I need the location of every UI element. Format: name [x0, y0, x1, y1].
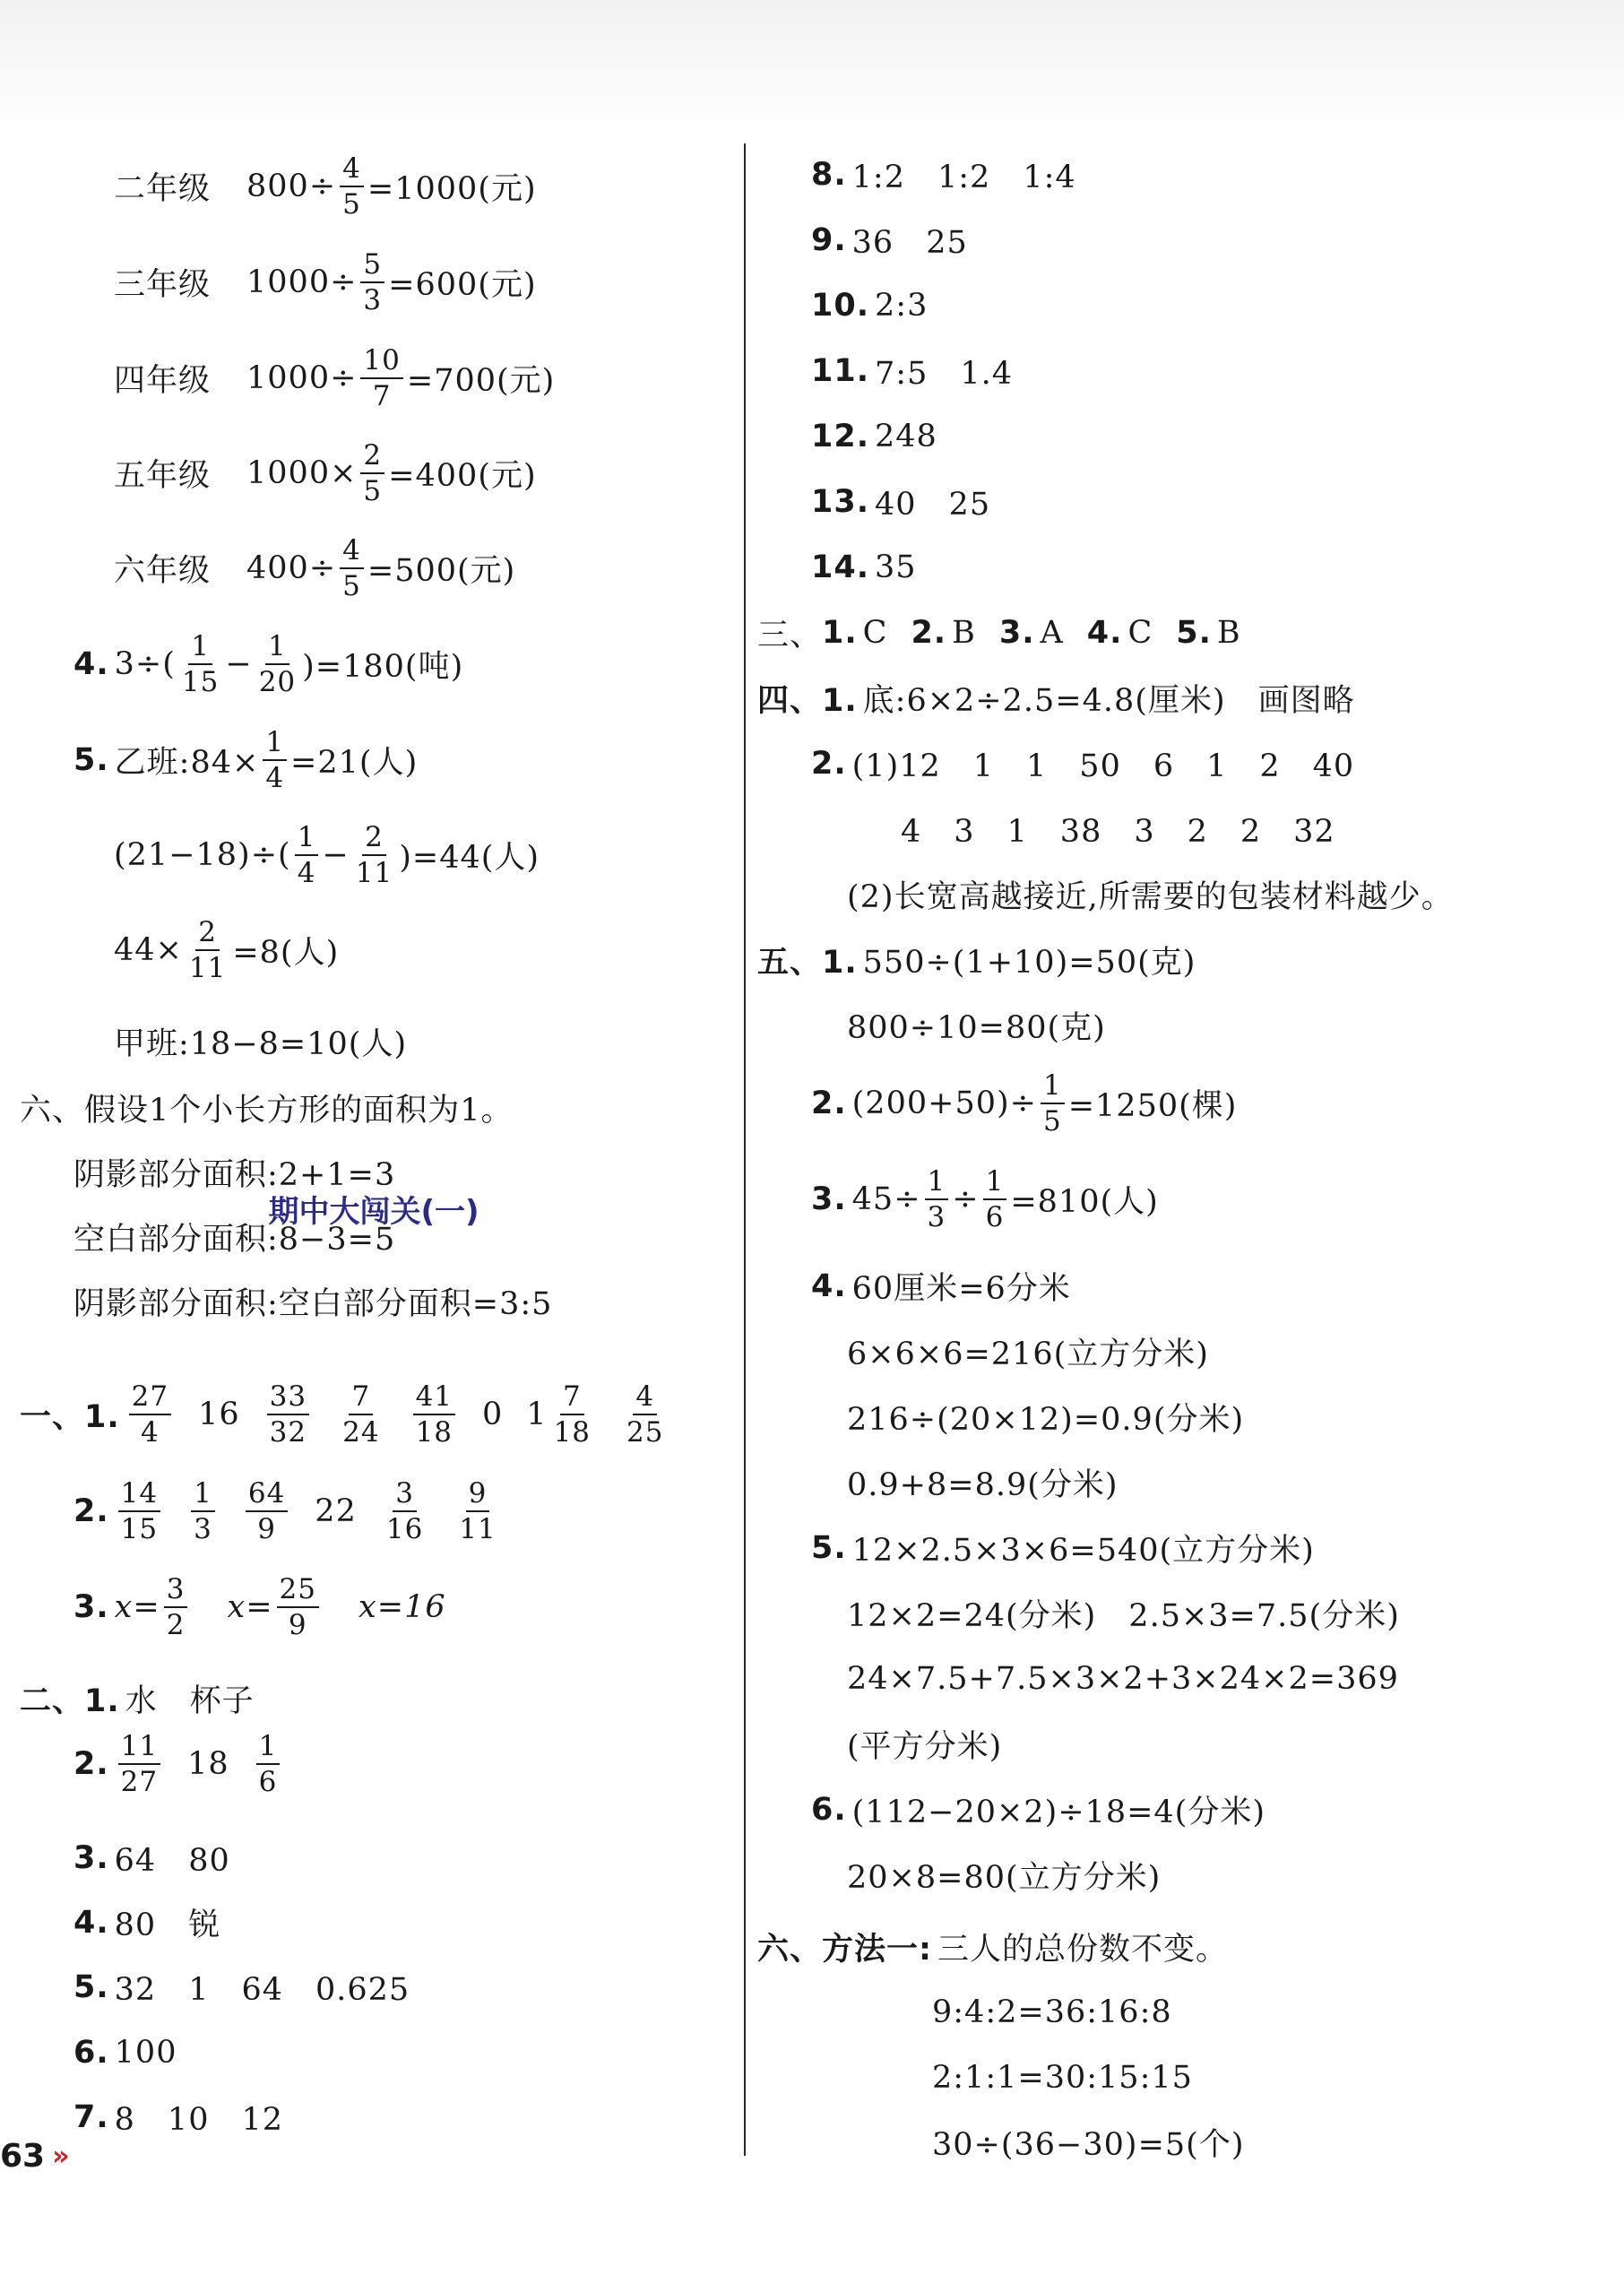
answer-q4: 4. 3÷( $\frac{1}{15}$ − $\frac{1}{20}$ )=180(吨)	[73, 629, 464, 698]
section4-q2-conclusion: (2)长宽高越接近,所需要的包装材料越少。	[847, 879, 1454, 915]
fraction: $\frac{9}{11}$	[459, 1476, 497, 1545]
fraction: $\frac{3}{2}$	[164, 1574, 188, 1640]
section5-q4: 4. 60厘米=6分米	[811, 1268, 1071, 1307]
fraction: $\frac{10}{7}$	[360, 345, 402, 411]
answer-grade4: 四年级 1000÷ $\frac{10}{7}$ =700(元)	[114, 343, 556, 412]
section4-q2-row2: 4 3 1 38 3 2 2 32	[901, 814, 1335, 850]
page-number: 63 »	[0, 2137, 70, 2175]
section5-q1: 五、1. 550÷(1+10)=50(克)	[757, 945, 1196, 981]
section5-q5-line3: 24×7.5+7.5×3×2+3×24×2=369	[847, 1661, 1399, 1697]
section6-line3: 空白部分面积:8−3=5	[73, 1222, 396, 1258]
fraction: $\frac{1}{3}$	[925, 1166, 949, 1233]
answer-2-7: 7. 8 10 12	[73, 2099, 283, 2138]
answer-grade3: 三年级 1000÷ $\frac{5}{3}$ =600(元)	[114, 247, 537, 316]
fraction: $\frac{1}{20}$	[258, 629, 297, 698]
fraction: $\frac{1}{4}$	[295, 822, 319, 888]
fraction: $\frac{2}{5}$	[360, 440, 384, 506]
section4-q2-row1: 2. (1)12 1 1 50 6 1 2 40	[811, 746, 1355, 784]
answer-2-1: 二、1. 水 杯子	[20, 1683, 255, 1719]
fraction: $\frac{25}{9}$	[277, 1574, 319, 1640]
fraction: $\frac{27}{4}$	[129, 1381, 171, 1448]
fraction: $\frac{1}{3}$	[191, 1478, 215, 1544]
section5-q1-line2: 800÷10=80(克)	[847, 1010, 1106, 1046]
section4-q1: 四、1. 底:6×2÷2.5=4.8(厘米) 画图略	[757, 683, 1355, 719]
answer-r10: 10. 2:3	[811, 288, 929, 324]
scanned-header-band	[0, 0, 1624, 134]
fraction: $\frac{1}{6}$	[256, 1731, 281, 1797]
section6-line3: 2:1:1=30:15:15	[932, 2060, 1193, 2096]
section6-line1: 六、假设1个小长方形的面积为1。	[20, 1093, 514, 1129]
fraction: $\frac{41}{18}$	[413, 1381, 455, 1448]
answer-grade6: 六年级 400÷ $\frac{4}{5}$ =500(元)	[114, 533, 516, 602]
answer-q5-line1: 5. 乙班:84× $\frac{1}{4}$ =21(人)	[73, 725, 419, 794]
fraction: $\frac{1}{15}$	[181, 629, 220, 698]
answer-r14: 14. 35	[811, 549, 917, 585]
answer-q5-line2: (21−18)÷( $\frac{1}{4}$ − $\frac{2}{11}$ )=44(人)	[114, 820, 540, 889]
section6-line4: 阴影部分面积:空白部分面积=3:5	[73, 1286, 553, 1322]
fraction: $\frac{1}{6}$	[983, 1166, 1007, 1233]
answer-2-5: 5. 32 1 64 0.625	[73, 1969, 410, 2008]
answer-1-3: 3. x= $\frac{3}{2}$ x= $\frac{25}{9}$ x=16	[73, 1572, 446, 1641]
fraction: $\frac{11}{27}$	[118, 1731, 160, 1797]
answer-r11: 11. 7:5 1.4	[811, 353, 1014, 392]
section5-q6: 6. (112−20×2)÷18=4(分米)	[811, 1792, 1266, 1830]
section3-answers: 三、 1. C 2. B 3. A 4. C 5. B	[757, 615, 1241, 653]
fraction: $\frac{64}{9}$	[246, 1478, 288, 1544]
fraction: $\frac{5}{3}$	[360, 249, 384, 316]
answer-2-2: 2. $\frac{11}{27}$ 18 $\frac{1}{6}$	[73, 1721, 283, 1807]
answer-grade2: 二年级 800÷ $\frac{4}{5}$ =1000(元)	[114, 151, 537, 221]
answer-r9: 9. 36 25	[811, 222, 968, 261]
fraction: $\frac{2}{11}$	[355, 820, 393, 889]
column-divider	[744, 143, 746, 2156]
section-title: 期中大闯关(一)	[268, 1193, 479, 1230]
section6-line4: 30÷(36−30)=5(个)	[932, 2127, 1245, 2163]
section5-q3: 3. 45÷ $\frac{1}{3}$ ÷ $\frac{1}{6}$ =810(人)	[811, 1164, 1159, 1233]
fraction: $\frac{4}{25}$	[626, 1380, 664, 1449]
section5-q4-line4: 0.9+8=8.9(分米)	[847, 1467, 1119, 1503]
answer-r8: 8. 1:2 1:2 1:4	[811, 157, 1076, 195]
fraction: $\frac{1}{5}$	[1041, 1070, 1065, 1137]
fraction: $\frac{7}{18}$	[553, 1380, 592, 1449]
answer-grade5: 五年级 1000× $\frac{2}{5}$ =400(元)	[114, 438, 537, 507]
answer-2-3: 3. 64 80	[73, 1840, 230, 1879]
answer-2-4: 4. 80 锐	[73, 1905, 221, 1943]
section5-q6-line2: 20×8=80(立方分米)	[847, 1860, 1162, 1896]
answer-2-6: 6. 100	[73, 2035, 177, 2071]
section5-q5: 5. 12×2.5×3×6=540(立方分米)	[811, 1530, 1315, 1569]
fraction: $\frac{14}{15}$	[118, 1478, 160, 1544]
section6-method1: 六、方法一: 三人的总份数不变。	[757, 1932, 1229, 1968]
section5-q5-line2: 12×2=24(分米) 2.5×3=7.5(分米)	[847, 1598, 1400, 1634]
section6-line2: 阴影部分面积:2+1=3	[73, 1157, 396, 1193]
double-chevron-icon: »	[52, 2140, 70, 2172]
answer-1-2: 2. $\frac{14}{15}$ $\frac{1}{3}$ $\frac{64}{9}$ 22 $\frac{3}{16}$ $\frac{9}{11}$	[73, 1468, 503, 1554]
section5-q4-line2: 6×6×6=216(立方分米)	[847, 1336, 1209, 1372]
section5-q5-line4: (平方分米)	[847, 1729, 1003, 1765]
answer-1-1: 一、1. $\frac{27}{4}$ 16 $\frac{33}{32}$ $\frac{7}{24}$ $\frac{41}{18}$ 0 1 $\frac{7}{18}$ $\frac{4}{25}$	[20, 1371, 669, 1458]
fraction: $\frac{4}{5}$	[340, 153, 364, 220]
section5-q2: 2. (200+50)÷ $\frac{1}{5}$ =1250(棵)	[811, 1068, 1238, 1138]
fraction: $\frac{1}{4}$	[263, 727, 287, 793]
fraction: $\frac{33}{32}$	[267, 1381, 309, 1448]
section6-line2: 9:4:2=36:16:8	[932, 1994, 1172, 2030]
fraction: $\frac{4}{5}$	[340, 535, 364, 601]
answer-r12: 12. 248	[811, 419, 937, 454]
section5-q4-line3: 216÷(20×12)=0.9(分米)	[847, 1402, 1245, 1438]
answer-r13: 13. 40 25	[811, 484, 991, 523]
answer-q5-line4: 甲班:18−8=10(人)	[114, 1026, 408, 1062]
answer-q5-line3: 44× $\frac{2}{11}$ =8(人)	[114, 915, 340, 984]
fraction: $\frac{2}{11}$	[188, 915, 227, 984]
fraction: $\frac{3}{16}$	[385, 1476, 424, 1545]
fraction: $\frac{7}{24}$	[342, 1380, 380, 1449]
